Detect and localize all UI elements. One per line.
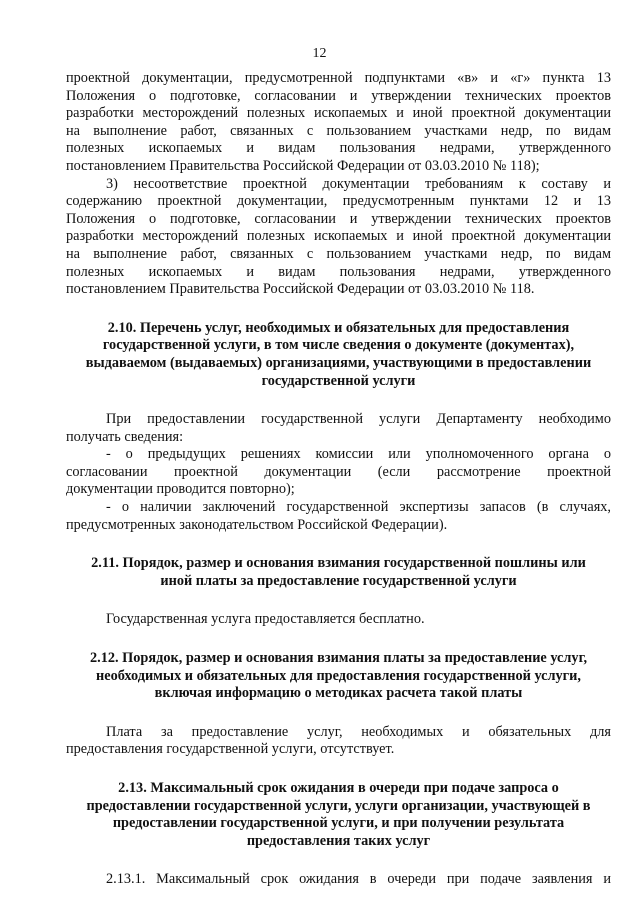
page-number: 12: [312, 46, 327, 61]
text-line: - о наличии заключений государственной экспертизы запасов (в случаях,: [106, 499, 611, 516]
heading-line: необходимых и обязательных для предоставления государственной услуги,: [96, 667, 581, 684]
section-heading: [66, 555, 611, 590]
section-heading: [66, 320, 611, 390]
spacer: [66, 850, 611, 871]
spacer: [66, 629, 611, 650]
spacer: [66, 590, 611, 611]
text-line: согласовании проектной документации (если рассмотрение проектной: [66, 463, 611, 480]
section-heading: [66, 780, 611, 850]
spacer: [66, 534, 611, 555]
text-line: получать сведения:: [66, 428, 184, 445]
text-line: постановлением Правительства Российской Федерации от 03.03.2010 № 118);: [66, 157, 540, 174]
text-line: документации проводится повторно);: [66, 481, 295, 498]
heading-line: предоставлении государственной услуги, услуги организации, участвующей в: [86, 797, 591, 814]
text-line: 2.13.1. Максимальный срок ожидания в очереди при подаче заявления и: [106, 871, 611, 888]
spacer: [66, 703, 611, 724]
text-line: проектной документации, предусмотренной подпунктами «в» и «г» пункта 13: [66, 70, 611, 86]
text-line: Положения о подготовке, согласовании и утверждении технических проектов: [66, 210, 611, 227]
heading-line: государственной услуги: [261, 372, 416, 389]
text-line: разработки месторождений полезных ископаемых и иной проектной документации: [66, 105, 611, 122]
section-heading: [66, 650, 611, 703]
text-line: Плата за предоставление услуг, необходимых и обязательных для: [106, 723, 611, 740]
text-line: полезных ископаемых и видам пользования недрами, утвержденного: [66, 140, 611, 157]
text-line: постановлением Правительства Российской Федерации от 03.03.2010 № 118.: [66, 281, 535, 298]
heading-line: 2.10. Перечень услуг, необходимых и обязательных для предоставления: [107, 319, 570, 336]
text-line: 3) несоответствие проектной документации требованиям к составу и: [106, 175, 611, 192]
text-line: на выполнение работ, связанных с пользованием участками недр, по видам: [66, 122, 611, 139]
heading-line: предоставления таких услуг: [246, 832, 431, 849]
heading-line: государственной услуги, в том числе сведения о документе (документах),: [102, 337, 575, 354]
paragraph: [66, 871, 611, 889]
paragraph: [66, 70, 611, 176]
paragraph: [66, 446, 611, 499]
spacer: [66, 759, 611, 780]
heading-line: 2.12. Порядок, размер и основания взимания платы за предоставление услуг,: [89, 650, 588, 667]
heading-line: выдаваемом (выдаваемых) организациями, участвующими в предоставлении: [85, 354, 592, 371]
text-line: - о предыдущих решениях комиссии или уполномоченного органа о: [106, 446, 611, 463]
heading-line: 2.11. Порядок, размер и основания взимания государственной пошлины или: [91, 555, 586, 572]
spacer: [66, 299, 611, 320]
text-line: предусмотренных законодательством Российской Федерации).: [66, 516, 448, 533]
paragraph: [66, 724, 611, 759]
paragraph: [66, 411, 611, 446]
text-line: содержанию проектной документации, предусмотренным пунктами 12 и 13: [66, 193, 611, 210]
heading-line: предоставлении государственной услуги, и при получении результата: [112, 815, 565, 832]
text-line: Государственная услуга предоставляется бесплатно.: [106, 611, 425, 628]
paragraph: [66, 499, 611, 534]
paragraph: [66, 611, 611, 629]
heading-line: 2.13. Максимальный срок ожидания в очереди при подаче запроса о: [118, 780, 559, 796]
text-line: полезных ископаемых и видам пользования недрами, утвержденного: [66, 263, 611, 280]
text-line: При предоставлении государственной услуги Департаменту необходимо: [106, 411, 611, 428]
text-line: Положения о подготовке, согласовании и утверждении технических проектов: [66, 87, 611, 104]
text-line: на выполнение работ, связанных с пользованием участками недр, по видам: [66, 245, 611, 262]
document-body: [66, 70, 611, 889]
spacer: [66, 390, 611, 411]
text-line: предоставления государственной услуги, отсутствует.: [66, 741, 395, 758]
heading-line: иной платы за предоставление государственной услуги: [160, 572, 517, 589]
text-line: разработки месторождений полезных ископаемых и иной проектной документации: [66, 228, 611, 245]
paragraph: [66, 176, 611, 299]
heading-line: включая информацию о методиках расчета такой платы: [154, 685, 523, 702]
